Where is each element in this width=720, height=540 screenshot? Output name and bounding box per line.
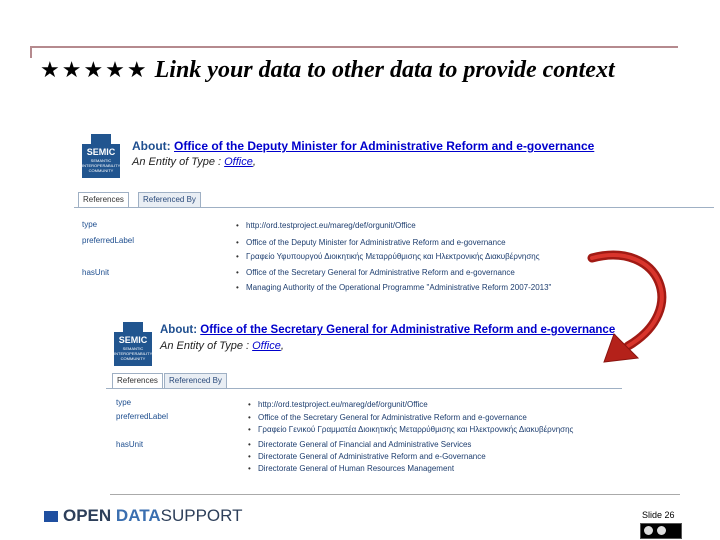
property-type[interactable]: type	[82, 220, 98, 229]
slide-title-text: Link your data to other data to provide context	[154, 57, 615, 83]
entity-type-label: An Entity of Type :	[132, 156, 222, 168]
tab-bar	[76, 192, 712, 208]
semic-logo	[82, 134, 122, 180]
creative-commons-icon	[640, 523, 682, 539]
tab-referenced-by[interactable]: Referenced By	[164, 373, 227, 388]
slide-title	[40, 56, 660, 85]
about-heading	[160, 324, 615, 336]
brand-support: SUPPORT	[160, 506, 243, 525]
value-unit-1[interactable]: • Directorate General of Financial and Administrative Services	[258, 440, 471, 449]
curved-arrow-icon	[580, 250, 690, 370]
value-label-en: • Office of the Deputy Minister for Administrative Reform and e-governance	[246, 238, 506, 247]
value-label-el: • Γραφείο Γενικού Γραμματέα Διοικητικής Μεταρρύθμισης και Ηλεκτρονικής Διακυβέρνησης	[258, 425, 573, 434]
value-unit-1[interactable]: • Office of the Secretary General for Administrative Reform and e-governance	[246, 268, 515, 277]
entity-type-label: An Entity of Type :	[160, 340, 250, 352]
entity-type: An Entity of Type : Office,	[160, 340, 284, 352]
footer-rule	[110, 494, 680, 495]
eu-flag-icon	[123, 322, 143, 332]
slide-number: Slide 26	[642, 510, 675, 520]
tab-referenced-by[interactable]: Referenced By	[138, 192, 201, 207]
about-label: About:	[160, 324, 198, 336]
semic-logo-subtext: SEMANTIC INTEROPERABILITY COMMUNITY	[82, 158, 121, 173]
value-label-el: • Γραφείο Υφυπουργού Διοικητικής Μεταρρύθμισης και Ηλεκτρονικής Διακυβέρνησης	[246, 252, 540, 261]
value-type-uri[interactable]: • http://ord.testproject.eu/mareg/def/orgunit/Office	[246, 221, 416, 230]
entity-type-link[interactable]: Office	[252, 340, 281, 352]
eu-flag-icon	[44, 511, 58, 522]
value-unit-3[interactable]: • Directorate General of Human Resources Management	[258, 464, 454, 473]
about-link[interactable]: Office of the Deputy Minister for Administrative Reform and e-governance	[174, 139, 595, 153]
entity-type-link[interactable]: Office	[224, 156, 253, 168]
tab-bar	[108, 373, 620, 389]
value-unit-2[interactable]: • Managing Authority of the Operational Programme "Administrative Reform 2007-2013"	[246, 283, 551, 292]
property-has-unit[interactable]: hasUnit	[116, 440, 144, 449]
value-label-en: • Office of the Secretary General for Administrative Reform and e-governance	[258, 413, 527, 422]
entity-type: An Entity of Type : Office,	[132, 156, 256, 168]
property-preferred-label[interactable]: preferredLabel	[116, 412, 169, 421]
top-rule-tick	[30, 46, 32, 58]
tab-divider	[106, 388, 622, 389]
property-type[interactable]: type	[116, 398, 132, 407]
tab-divider	[74, 207, 714, 208]
semic-logo-subtext: SEMANTIC INTEROPERABILITY COMMUNITY	[114, 346, 153, 361]
semic-logo-text: SEMIC	[118, 335, 148, 345]
about-heading	[132, 139, 594, 153]
top-rule	[30, 46, 678, 48]
screenshot-secretary-general	[106, 312, 622, 480]
about-label: About:	[132, 139, 171, 153]
five-star-rating: ★★★★★	[40, 58, 149, 83]
semic-logo-text: SEMIC	[86, 147, 116, 157]
brand-open: OPEN	[63, 506, 112, 525]
property-preferred-label[interactable]: preferredLabel	[82, 236, 135, 245]
eu-flag-icon	[91, 134, 111, 144]
tab-references[interactable]: References	[112, 373, 163, 388]
value-unit-2[interactable]: • Directorate General of Administrative Reform and e-Governance	[258, 452, 486, 461]
about-link[interactable]: Office of the Secretary General for Administrative Reform and e-governance	[200, 324, 616, 336]
open-data-support-logo	[44, 506, 243, 526]
brand-data: DATA	[115, 506, 161, 525]
tab-references[interactable]: References	[78, 192, 129, 207]
property-has-unit[interactable]: hasUnit	[82, 268, 110, 277]
value-type-uri[interactable]: • http://ord.testproject.eu/mareg/def/orgunit/Office	[258, 400, 428, 409]
semic-logo	[114, 322, 154, 368]
